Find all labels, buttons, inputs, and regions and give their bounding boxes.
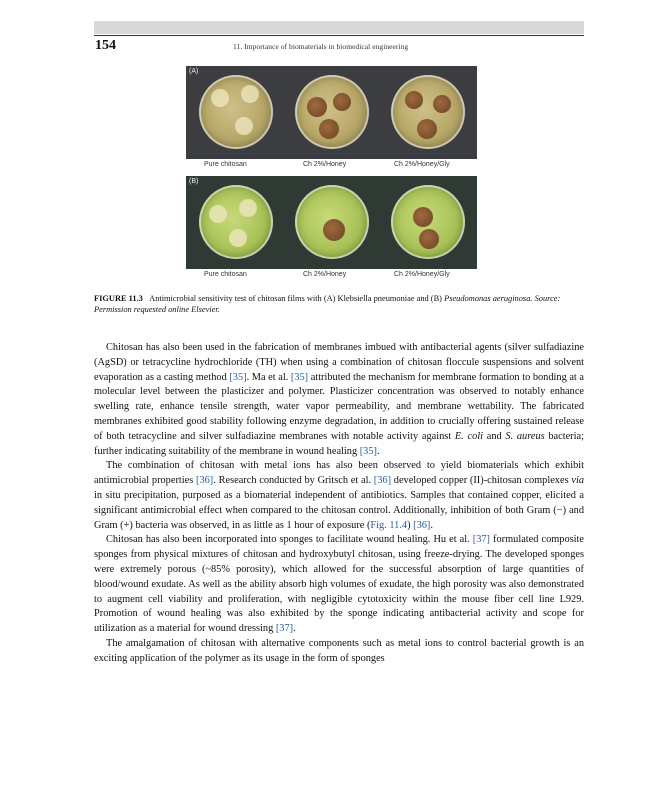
citation-link[interactable]: [35] [290, 371, 309, 383]
paragraph-text: ) [407, 519, 414, 531]
petri-dish-honey-a [295, 75, 369, 149]
paragraph-text: attributed the mechanism for membrane formation to bonding at a molecular level between the plasticizer and polymer. Plasticizer concentration was observed to notably enhance swelling rate, enhance tensile strength, water vapor permeability, and membrane wettability. The fabricated membranes exhibited good stability following enzyme degradation, in addition to crucially offering sustained release of both tetracycline and silver sulfadiazine membranes with notable activity against [94, 371, 584, 442]
panel-b-label: (B) [189, 178, 199, 185]
film-disc [333, 93, 351, 111]
body-paragraph [94, 533, 584, 637]
figure-panel-a [186, 66, 477, 159]
film-disc [241, 85, 259, 103]
paragraph-text: formulated composite sponges from physical mixtures of chitosan and hydroxybutyl chitosan, using freeze-drying. The developed sponges were extremely porous (~85% porosity), which allowed for the successful absorption of large quantities of blood/wound exudate. As well as the ability absorb high volumes of exudate, the high porosity was also demonstrated to augment cell viability and proliferation, with negligible cytotoxicity within the mouse fiber cell line L929. Promotion of wound healing was also exhibited by the sponge indicating antibacterial activity and scope for utilization as a material for wound dressing [94, 534, 585, 635]
body-paragraph [94, 341, 584, 459]
figure-caption-text: Antimicrobial sensitivity test of chitosan films with (A) Klebsiella pneumoniae and (B) [149, 294, 442, 303]
paragraph-text: . Research conducted by Gritsch et al. [213, 475, 374, 487]
page-number: 154 [95, 38, 116, 53]
petri-dish-pure-chitosan-a [199, 75, 273, 149]
paragraph-text: Chitosan has also been used in the fabrication of membranes imbued with antibacterial agents (silver sulfadiazine (AgSD) or tetracycline hydrochloride (TH) when using a combination of chitosan floccule suspensions and solvent evaporation as a casting method [94, 342, 584, 383]
film-disc [413, 207, 433, 227]
citation-link[interactable]: [35] [359, 445, 377, 457]
citation-link[interactable]: [36] [413, 519, 431, 531]
film-disc [417, 119, 437, 139]
italic-text: E. coli [454, 430, 484, 442]
film-disc [239, 199, 257, 217]
citation-link[interactable]: Fig. 11.4 [370, 519, 408, 531]
sample-label: Ch 2%/Honey [303, 161, 347, 168]
petri-dish-honey-gly-a [391, 75, 465, 149]
citation-link[interactable]: [35] [229, 371, 247, 383]
header-rule [94, 35, 584, 36]
panel-a-label: (A) [189, 68, 199, 75]
sample-label: Ch 2%/Honey [303, 271, 347, 278]
film-disc [235, 117, 253, 135]
paragraph-text: . [376, 445, 380, 457]
panel-a-sample-labels [186, 160, 477, 171]
paragraph-text: . Ma et al. [246, 371, 291, 383]
figure-caption-italic: Pseudomonas aeruginosa. Source: Permission requested online Elsevier. [94, 294, 561, 314]
italic-text: via [571, 475, 584, 487]
film-disc [209, 205, 227, 223]
film-disc [319, 119, 339, 139]
citation-link[interactable]: [37] [472, 534, 490, 546]
film-disc [229, 229, 247, 247]
paragraph-text: The amalgamation of chitosan with alternative components such as metal ions to control bacterial growth is an exciting application of the polymer as its usage in the form of sponges [94, 637, 584, 664]
film-disc [211, 89, 229, 107]
figure-caption [94, 293, 584, 315]
citation-link[interactable]: [36] [373, 475, 392, 487]
sample-label: Ch 2%/Honey/Gly [394, 161, 450, 168]
figure-caption-label: FIGURE 11.3 [94, 294, 143, 303]
paragraph-text: The combination of chitosan with metal ions has also been observed to yield biomaterials which exhibit antimicrobial properties [94, 460, 584, 487]
paragraph-text: . [293, 623, 296, 635]
sample-label: Pure chitosan [204, 271, 247, 278]
film-disc [419, 229, 439, 249]
sample-label: Pure chitosan [204, 161, 247, 168]
film-disc [307, 97, 327, 117]
paragraph-text: in situ precipitation, purposed as a biomaterial independent of antibiotics. Samples that contained copper, elicited a significant antimicrobial effect when compared to the chitosan control. Additionally, inhibition of both Gram (−) and Gram (+) bacteria was observed, in as little as 1 hour of exposure ( [94, 489, 584, 531]
paragraph-text: . [430, 519, 433, 531]
film-disc [323, 219, 345, 241]
petri-dish-honey-gly-b [391, 185, 465, 259]
body-paragraph [94, 459, 584, 533]
citation-link[interactable]: [36] [196, 475, 214, 487]
sample-label: Ch 2%/Honey/Gly [394, 271, 450, 278]
citation-link[interactable]: [37] [275, 623, 294, 635]
paragraph-text: bacteria; further indicating suitability of the membrane in wound healing [94, 430, 584, 457]
paragraph-text: and [483, 430, 506, 442]
paragraph-text: developed copper (II)-chitosan complexes [391, 475, 572, 487]
petri-dish-pure-chitosan-b [199, 185, 273, 259]
running-head: 11. Importance of biomaterials in biomedical engineering [233, 42, 409, 51]
figure-panel-b [186, 176, 477, 269]
paragraph-text: Chitosan has also been incorporated into sponges to facilitate wound healing. Hu et al. [106, 534, 473, 546]
panel-b-sample-labels [186, 270, 477, 281]
film-disc [405, 91, 423, 109]
figure-11-3 [186, 66, 477, 283]
header-bar [94, 21, 584, 34]
film-disc [433, 95, 451, 113]
petri-dish-honey-b [295, 185, 369, 259]
italic-text: S. aureus [505, 430, 545, 442]
body-text [94, 341, 584, 667]
body-paragraph [94, 637, 584, 667]
